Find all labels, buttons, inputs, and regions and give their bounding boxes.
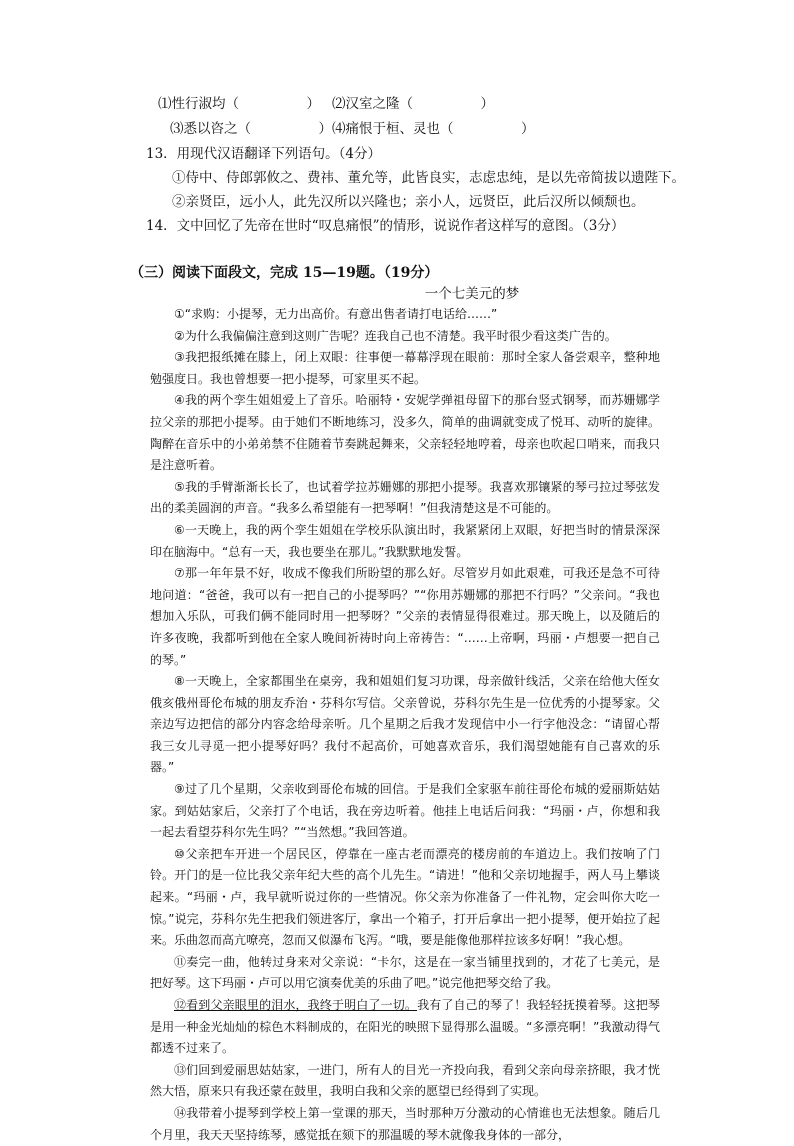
underlined-sentence: ⑫看到父亲眼里的泪水，我终于明白了一切。 [174, 998, 418, 1012]
paragraph-7: ⑦那一年年景不好，收成不像我们所盼望的那么好。尽管岁月如此艰难，可我还是急不可待地问道：“爸爸，我可以有一把自己的小提琴吗？”“你用苏姗娜的那把不行吗？”父亲问。“我也想加入乐队，可我们俩不能同时用一把琴呀？”父亲的表情显得很难过。那天晚上，以及随后的许多夜晚，我都听到他在全家人晚间祈祷时向上帝祷告：“……上帝啊，玛丽・卢想要一把自己的琴。” [150, 566, 660, 667]
paragraph-14: ⑭我带着小提琴到学校上第一堂课的那天，当时那种万分激动的心情谁也无法想象。随后几个月里，我天天坚持练琴，感觉抵在颏下的那温暖的琴木就像我身体的一部分， [150, 1105, 660, 1142]
paragraph-8: ⑧一天晚上，全家都围坐在桌旁，我和姐姐们复习功课，母亲做针线活，父亲在给他大侄女俄亥俄州哥伦布城的朋友乔治・芬科尔写信。父亲曾说，芬科尔先生是一位优秀的小提琴家。父亲边写边把信的部分内容念给母亲听。几个星期之后我才发现信中小一行字他没念：“请留心帮我三女儿寻觅一把小提琴好吗？我付不起高价，可她喜欢音乐，我们渴望她能有自己喜欢的乐器。” [150, 674, 660, 775]
paragraph-2: ②为什么我偏偏注意到这则广告呢？连我自己也不清楚。我平时很少看这类广告的。 [174, 328, 617, 343]
content-area [0, 92, 794, 1146]
paragraph-9: ⑨过了几个星期，父亲收到哥伦布城的回信。于是我们全家驱车前往哥伦布城的爱丽斯姑姑家。到姑姑家后，父亲打了个电话，我在旁边听着。他挂上电话后问我：“玛丽・卢，你想和我一起去看望芬科尔先生吗？”“当然想。”我回答道。 [150, 782, 660, 840]
paragraph-4: ④我的两个孪生姐姐爱上了音乐。哈丽特・安妮学弹祖母留下的那台竖式钢琴，而苏姗娜学拉父亲的那把小提琴。由于她们不断地练习，没多久，简单的曲调就变成了悦耳、动听的旋律。陶醉在音乐中的小弟弟禁不住随着节奏跳起舞来，父亲轻轻地哼着，母亲也吹起口哨来，而我只是注意听着。 [150, 393, 660, 473]
blank-row-2 [170, 117, 794, 142]
paragraph-1: ①“求购：小提琴，无力出高价。有意出售者请打电话给……” [174, 307, 498, 321]
blank-item-1: ⑴性行淑均（ ） [158, 96, 320, 112]
blank-item-4: ⑷痛恨于桓、灵也（ ） [332, 121, 535, 137]
blank-item-2: ⑵汉室之隆（ ） [332, 96, 494, 112]
question-13-sentence-2: ②亲贤臣，远小人，此先汉所以兴隆也；亲小人，远贤臣，此后汉所以倾颓也。 [172, 194, 645, 210]
passage-body [150, 304, 660, 1146]
paragraph-3: ③我把报纸摊在膝上，闭上双眼：往事便一幕幕浮现在眼前：那时全家人备尝艰辛，整种地勉强度日。我也曾想要一把小提琴，可家里买不起。 [150, 350, 660, 386]
section-3-heading: （三）阅读下面段文，完成 15—19题。（19分） [130, 265, 439, 281]
paragraph-12 [150, 995, 660, 1060]
paragraph-10: ⑩父亲把车开进一个居民区，停靠在一座古老而漂亮的楼房前的车道边上。我们按响了门铃。开门的是一位比我父亲年纪大些的高个儿先生。“请进！”他和父亲切地握手，两人马上攀谈起来。“玛丽・卢，我早就听说过你的一些情况。你父亲为你准备了一件礼物，定会叫你大吃一惊。”说完，芬科尔先生把我们领进客厅，拿出一个箱子，打开后拿出一把小提琴，便开始拉了起来。乐曲忽而高亢嘹亮，忽而又似瀑布飞泻。“哦，要是能像他那样拉该多好啊！”我心想。 [150, 846, 660, 948]
paragraph-12-rest: 我有了自己的琴了！我轻轻抚摸着琴。这把琴是用一种金光灿灿的棕色木料制成的，在阳光的映照下显得那么温暖。“多漂亮啊！”我激动得气都透不过来了。 [150, 998, 660, 1056]
question-12-blanks [158, 92, 794, 142]
blank-item-3: ⑶悉以咨之（ ） [170, 121, 332, 137]
question-14-label: 14．文中回忆了先帝在世时“叹息痛恨”的情形，说说作者这样写的意图。（3分） [146, 218, 625, 234]
question-13-label: 13．用现代汉语翻译下列语句。（4分） [146, 146, 382, 162]
passage-title: 一个七美元的梦 [424, 286, 520, 302]
paragraph-11: ⑪奏完一曲，他转过身来对父亲说：“卡尔，这是在一家当铺里找到的，才花了七美元，是把好琴。这下玛丽・卢可以用它演奏优美的乐曲了吧。”说完他把琴交给了我。 [150, 954, 660, 991]
paragraph-6: ⑥一天晚上，我的两个孪生姐姐在学校乐队演出时，我紧紧闭上双眼，好把当时的情景深深印在脑海中。“总有一天，我也要坐在那儿。”我默默地发誓。 [150, 522, 660, 559]
question-13-sentence-1: ①侍中、侍郎郭攸之、费祎、董允等，此皆良实，志虑忠纯，是以先帝简拔以遗陛下。 [172, 170, 685, 186]
paragraph-13: ⑬们回到爱丽思姑姑家，一进门，所有人的目光一齐投向我，看到父亲向母亲挤眼，我才恍然大悟，原来只有我还蒙在鼓里，我明白我和父亲的愿望已经得到了实现。 [150, 1062, 660, 1099]
blank-row-1 [158, 92, 794, 117]
paragraph-5: ⑤我的手臂渐渐长长了，也试着学拉苏姗娜的那把小提琴。我喜欢那镶紧的琴弓拉过琴弦发出的柔美圆润的声音。“我多么希望能有一把琴啊！”但我清楚这是不可能的。 [150, 479, 660, 516]
